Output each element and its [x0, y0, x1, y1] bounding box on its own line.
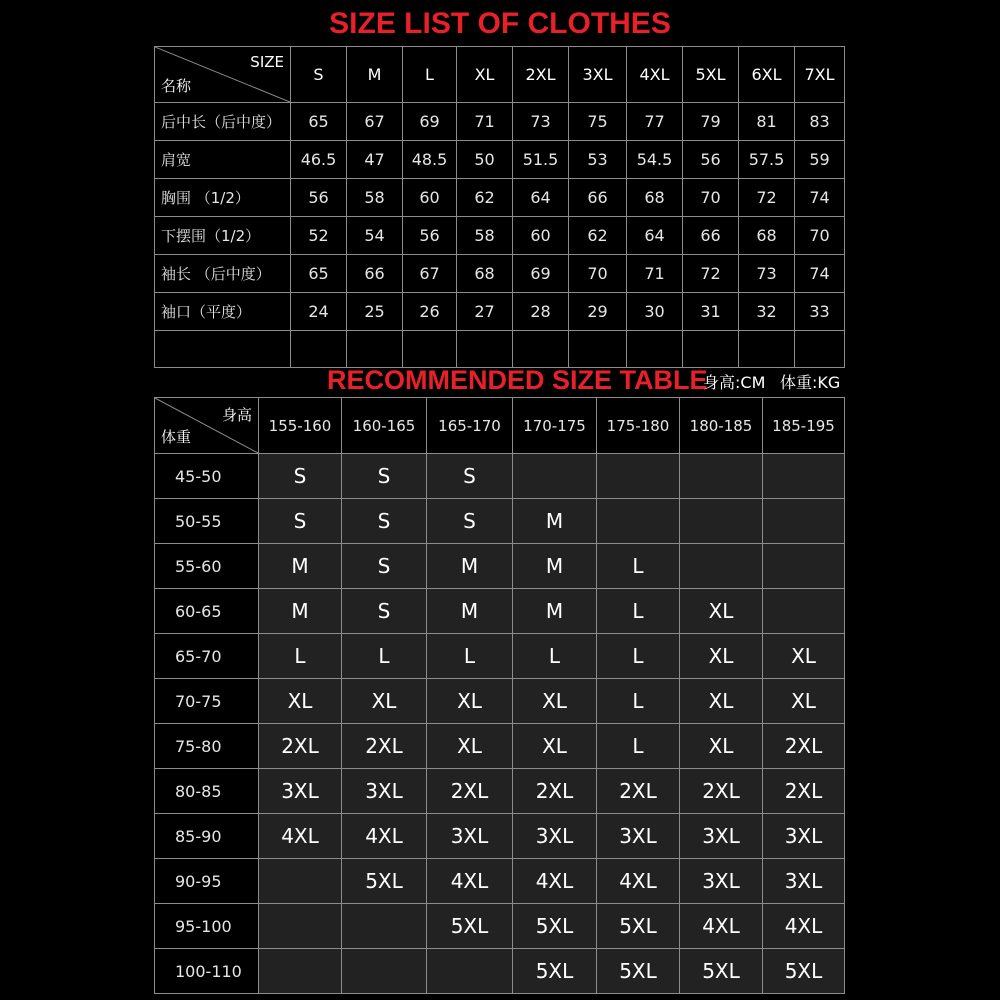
measurement-value: 77 [627, 103, 683, 141]
measurement-value: 32 [739, 293, 795, 331]
weight-row [155, 544, 845, 589]
weight-row [155, 634, 845, 679]
height-header-row [155, 398, 845, 454]
recommended-size-cell [259, 859, 342, 904]
recommended-size-cell: 3XL [513, 814, 597, 859]
measurement-value: 75 [569, 103, 627, 141]
recommended-size-cell [342, 949, 427, 994]
measurement-value: 33 [795, 293, 845, 331]
recommended-size-cell [259, 949, 342, 994]
recommended-size-cell: 5XL [513, 949, 597, 994]
recommended-size-cell: 3XL [342, 769, 427, 814]
measurement-value: 52 [291, 217, 347, 255]
weight-row [155, 814, 845, 859]
measurement-value: 64 [513, 179, 569, 217]
recommended-size-cell: 2XL [597, 769, 680, 814]
weight-range-label: 70-75 [155, 679, 259, 724]
recommended-size-cell: M [513, 589, 597, 634]
recommended-size-cell: XL [680, 724, 763, 769]
recommended-size-cell: 4XL [259, 814, 342, 859]
size-row [155, 103, 845, 141]
weight-range-label: 95-100 [155, 904, 259, 949]
measurement-value: 60 [513, 217, 569, 255]
height-range-header: 170-175 [513, 398, 597, 454]
height-range-header: 165-170 [427, 398, 513, 454]
measurement-label: 下摆围（1/2） [155, 217, 291, 255]
recommended-size-cell: 5XL [597, 904, 680, 949]
recommended-size-cell: 3XL [597, 814, 680, 859]
recommended-size-cell: XL [259, 679, 342, 724]
measurement-value: 68 [457, 255, 513, 293]
measurement-value: 66 [683, 217, 739, 255]
measurement-label: 肩宽 [155, 141, 291, 179]
measurement-value: 59 [795, 141, 845, 179]
recommended-size-cell: XL [680, 589, 763, 634]
recommended-size-cell: S [427, 454, 513, 499]
recommended-size-cell: 3XL [680, 859, 763, 904]
size-header-cell: S [291, 47, 347, 103]
recommended-size-cell: M [259, 589, 342, 634]
recommended-size-cell [763, 589, 845, 634]
corner-height-label: 身高 [221, 406, 252, 424]
weight-range-label: 90-95 [155, 859, 259, 904]
size-corner-cell [155, 47, 291, 103]
recommended-size-cell: M [427, 544, 513, 589]
measurement-value: 79 [683, 103, 739, 141]
size-list-title: SIZE LIST OF CLOTHES [329, 7, 671, 40]
recommended-size-cell [597, 499, 680, 544]
recommended-size-cell: 2XL [763, 769, 845, 814]
height-unit-label: 身高:CM [703, 373, 766, 392]
measurement-value: 58 [457, 217, 513, 255]
recommended-size-cell: S [342, 454, 427, 499]
recommended-size-cell: 4XL [763, 904, 845, 949]
recommended-size-cell: 2XL [763, 724, 845, 769]
recommended-size-cell [680, 454, 763, 499]
recommended-size-cell: S [259, 499, 342, 544]
recommended-size-cell: 3XL [763, 814, 845, 859]
size-header-cell: 6XL [739, 47, 795, 103]
measurement-value: 56 [683, 141, 739, 179]
measurement-value: 65 [291, 255, 347, 293]
corner-name-label: 名称 [161, 77, 192, 95]
size-header-row [155, 47, 845, 103]
weight-row [155, 679, 845, 724]
recommended-size-cell: S [342, 544, 427, 589]
measurement-value: 66 [347, 255, 403, 293]
recommended-size-cell: XL [513, 679, 597, 724]
weight-range-label: 65-70 [155, 634, 259, 679]
recommended-size-cell: 5XL [513, 904, 597, 949]
measurement-value: 64 [627, 217, 683, 255]
measurement-value: 67 [347, 103, 403, 141]
recommended-size-cell: L [597, 724, 680, 769]
recommended-size-table [154, 397, 845, 994]
measurement-value: 69 [513, 255, 569, 293]
corner-weight-label: 体重 [161, 428, 192, 446]
recommended-size-cell: 5XL [680, 949, 763, 994]
recommended-size-cell [680, 544, 763, 589]
weight-range-label: 60-65 [155, 589, 259, 634]
recommended-size-cell: 3XL [680, 814, 763, 859]
recommended-size-cell: 2XL [680, 769, 763, 814]
recommended-size-cell: 5XL [342, 859, 427, 904]
weight-row [155, 454, 845, 499]
size-header-cell: 3XL [569, 47, 627, 103]
size-header-cell: 2XL [513, 47, 569, 103]
recommended-size-cell: XL [513, 724, 597, 769]
recommended-size-cell: 5XL [763, 949, 845, 994]
measurement-value: 51.5 [513, 141, 569, 179]
measurement-value: 74 [795, 179, 845, 217]
size-row [155, 179, 845, 217]
measurement-value: 56 [291, 179, 347, 217]
size-header-cell: 4XL [627, 47, 683, 103]
corner-size-label: SIZE [250, 53, 284, 71]
size-header-cell: XL [457, 47, 513, 103]
measurement-value: 48.5 [403, 141, 457, 179]
measurement-value: 66 [569, 179, 627, 217]
measurement-value [795, 331, 845, 368]
recommended-size-cell [513, 454, 597, 499]
measurement-value: 58 [347, 179, 403, 217]
recommended-size-cell: 5XL [427, 904, 513, 949]
recommended-size-cell: 4XL [513, 859, 597, 904]
weight-row [155, 949, 845, 994]
recommended-size-cell: XL [427, 724, 513, 769]
height-range-header: 160-165 [342, 398, 427, 454]
recommended-size-cell: XL [342, 679, 427, 724]
size-row [155, 141, 845, 179]
recommended-size-cell: 3XL [427, 814, 513, 859]
recommended-size-cell: S [259, 454, 342, 499]
recommended-size-cell [763, 544, 845, 589]
measurement-value: 81 [739, 103, 795, 141]
measurement-value: 67 [403, 255, 457, 293]
recommended-size-cell: 2XL [259, 724, 342, 769]
measurement-value: 54.5 [627, 141, 683, 179]
recommended-size-cell: M [259, 544, 342, 589]
weight-range-label: 75-80 [155, 724, 259, 769]
recommended-size-cell: 2XL [513, 769, 597, 814]
recommended-size-cell: L [513, 634, 597, 679]
measurement-value: 62 [569, 217, 627, 255]
measurement-value: 54 [347, 217, 403, 255]
measurement-value: 70 [683, 179, 739, 217]
recommended-size-cell: M [427, 589, 513, 634]
measurement-value [739, 331, 795, 368]
measurement-label [155, 331, 291, 368]
measurement-value: 74 [795, 255, 845, 293]
measurement-value: 69 [403, 103, 457, 141]
measurement-value: 71 [457, 103, 513, 141]
weight-range-label: 50-55 [155, 499, 259, 544]
recommended-size-cell: L [597, 589, 680, 634]
weight-range-label: 80-85 [155, 769, 259, 814]
recommended-size-cell: L [597, 634, 680, 679]
measurement-value: 29 [569, 293, 627, 331]
measurement-value: 72 [739, 179, 795, 217]
recommended-size-cell: 4XL [342, 814, 427, 859]
weight-range-label: 100-110 [155, 949, 259, 994]
measurement-label: 后中长（后中度） [155, 103, 291, 141]
recommended-size-cell: L [342, 634, 427, 679]
measurement-value: 72 [683, 255, 739, 293]
recommended-size-cell: M [513, 499, 597, 544]
recommended-size-cell: 4XL [597, 859, 680, 904]
measurement-value: 25 [347, 293, 403, 331]
measurement-label: 袖口（平度） [155, 293, 291, 331]
measurement-value: 46.5 [291, 141, 347, 179]
size-header-cell: 7XL [795, 47, 845, 103]
size-row [155, 217, 845, 255]
weight-range-label: 85-90 [155, 814, 259, 859]
measurement-value: 53 [569, 141, 627, 179]
measurement-label: 胸围 （1/2） [155, 179, 291, 217]
recommended-size-cell [259, 904, 342, 949]
measurement-value: 65 [291, 103, 347, 141]
measurement-value: 70 [569, 255, 627, 293]
recommended-size-cell: L [597, 679, 680, 724]
measurement-value: 60 [403, 179, 457, 217]
size-row [155, 255, 845, 293]
height-range-header: 155-160 [259, 398, 342, 454]
recommended-size-cell: XL [427, 679, 513, 724]
recommended-size-cell: 2XL [342, 724, 427, 769]
rec-corner-cell [155, 398, 259, 454]
height-range-header: 180-185 [680, 398, 763, 454]
weight-range-label: 45-50 [155, 454, 259, 499]
measurement-value: 57.5 [739, 141, 795, 179]
size-header-cell: M [347, 47, 403, 103]
measurement-value: 30 [627, 293, 683, 331]
recommended-size-cell [597, 454, 680, 499]
weight-row [155, 589, 845, 634]
weight-row [155, 769, 845, 814]
recommended-size-cell: S [342, 589, 427, 634]
measurement-value: 68 [627, 179, 683, 217]
recommended-size-cell: 3XL [259, 769, 342, 814]
recommended-size-cell: 4XL [427, 859, 513, 904]
measurement-value: 50 [457, 141, 513, 179]
measurement-value: 73 [739, 255, 795, 293]
recommended-size-cell [763, 454, 845, 499]
measurement-value: 83 [795, 103, 845, 141]
recommended-size-cell: M [513, 544, 597, 589]
height-range-header: 185-195 [763, 398, 845, 454]
measurement-value: 71 [627, 255, 683, 293]
measurement-value: 56 [403, 217, 457, 255]
recommended-size-cell: 4XL [680, 904, 763, 949]
recommended-size-cell [342, 904, 427, 949]
weight-row [155, 904, 845, 949]
measurement-value: 68 [739, 217, 795, 255]
measurement-value: 26 [403, 293, 457, 331]
recommended-size-cell: L [597, 544, 680, 589]
size-row [155, 293, 845, 331]
measurement-value: 73 [513, 103, 569, 141]
recommended-size-cell: L [259, 634, 342, 679]
weight-row [155, 859, 845, 904]
recommended-size-cell: 5XL [597, 949, 680, 994]
recommended-size-cell [427, 949, 513, 994]
recommended-size-cell: S [342, 499, 427, 544]
measurement-value: 31 [683, 293, 739, 331]
recommended-size-cell: XL [763, 634, 845, 679]
measurement-label: 袖长 （后中度） [155, 255, 291, 293]
recommended-size-cell: XL [763, 679, 845, 724]
height-range-header: 175-180 [597, 398, 680, 454]
weight-row [155, 499, 845, 544]
measurement-value: 70 [795, 217, 845, 255]
recommended-size-cell [763, 499, 845, 544]
recommended-size-cell: 3XL [763, 859, 845, 904]
measurement-value: 27 [457, 293, 513, 331]
recommended-size-cell: L [427, 634, 513, 679]
recommended-size-cell: 2XL [427, 769, 513, 814]
measurement-value: 28 [513, 293, 569, 331]
weight-unit-label: 体重:KG [780, 373, 841, 392]
measurement-value: 47 [347, 141, 403, 179]
size-header-cell: 5XL [683, 47, 739, 103]
recommended-size-cell: XL [680, 634, 763, 679]
recommended-title: RECOMMENDED SIZE TABLE [327, 365, 708, 395]
size-list-table [154, 46, 845, 368]
weight-row [155, 724, 845, 769]
weight-range-label: 55-60 [155, 544, 259, 589]
recommended-size-cell: XL [680, 679, 763, 724]
measurement-value: 24 [291, 293, 347, 331]
measurement-value: 62 [457, 179, 513, 217]
size-header-cell: L [403, 47, 457, 103]
recommended-size-cell: S [427, 499, 513, 544]
recommended-size-cell [680, 499, 763, 544]
